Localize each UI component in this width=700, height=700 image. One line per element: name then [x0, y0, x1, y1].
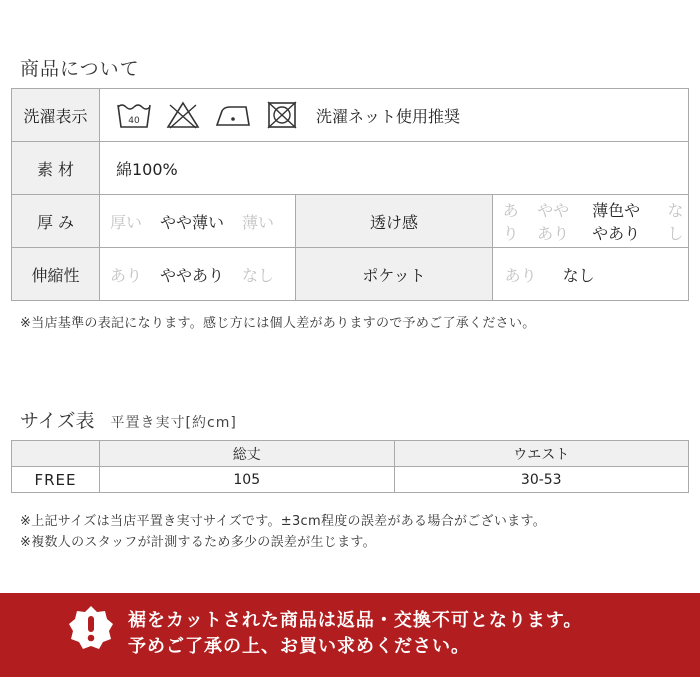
product-note: ※当店基準の表記になります。感じ方には個人差がありますので予めご了承ください。	[20, 316, 536, 331]
material-value: 綿100%	[100, 142, 689, 195]
sheer-option: なし	[667, 201, 684, 243]
stretch-options	[100, 248, 296, 301]
size-cell-waist: 30-53	[394, 467, 689, 493]
pocket-option: あり	[504, 265, 537, 285]
thickness-options	[100, 195, 296, 248]
material-label: 素 材	[12, 142, 100, 195]
size-note-2: ※複数人のスタッフが計測するため多少の誤差が生じます。	[20, 535, 376, 550]
sheer-label: 透け感	[296, 195, 492, 248]
size-header-length: 総丈	[100, 441, 395, 467]
pocket-option-selected: なし	[562, 265, 595, 285]
thickness-label: 厚 み	[12, 195, 100, 248]
wash-label: 洗濯表示	[12, 89, 100, 142]
size-cell-length: 105	[100, 467, 395, 493]
size-header-blank	[12, 441, 100, 467]
wash-40-icon	[116, 101, 152, 129]
size-subtitle: 平置き実寸[約cm]	[110, 415, 237, 431]
size-table	[11, 440, 689, 493]
sheer-option: あり	[502, 201, 519, 243]
pocket-options	[492, 248, 688, 301]
product-section-title: 商品について	[20, 58, 140, 80]
thickness-option: 厚い	[110, 212, 143, 232]
size-cell-name: FREE	[12, 467, 100, 493]
no-bleach-icon	[166, 101, 200, 129]
size-section-title	[20, 406, 237, 433]
size-header-waist: ウエスト	[394, 441, 689, 467]
svg-text:40: 40	[128, 116, 140, 126]
size-title-text: サイズ表	[20, 410, 95, 432]
pocket-label: ポケット	[296, 248, 492, 301]
stretch-label: 伸縮性	[12, 248, 100, 301]
wash-cell	[100, 89, 689, 142]
stretch-option-selected: ややあり	[160, 265, 225, 285]
thickness-option: 薄い	[242, 212, 275, 232]
product-info-table	[11, 88, 689, 301]
iron-low-icon	[214, 101, 252, 129]
banner-line-1: 裾をカットされた商品は返品・交換不可となります。	[128, 610, 583, 631]
stretch-option: あり	[110, 265, 143, 285]
size-note-1: ※上記サイズは当店平置き実寸サイズです。±3cm程度の誤差がある場合がございます。	[20, 514, 547, 529]
banner-line-2: 予めご了承の上、お買い求めください。	[128, 636, 470, 657]
sheer-option-selected: 薄色ややあり	[592, 201, 641, 243]
sheer-options	[492, 195, 688, 248]
sheer-option: ややあり	[537, 201, 570, 243]
no-tumble-dry-icon	[266, 101, 298, 129]
stretch-option: なし	[242, 265, 275, 285]
thickness-option-selected: やや薄い	[160, 212, 225, 232]
wash-note: 洗濯ネット使用推奨	[316, 106, 461, 126]
exclamation-badge-icon	[67, 604, 115, 652]
